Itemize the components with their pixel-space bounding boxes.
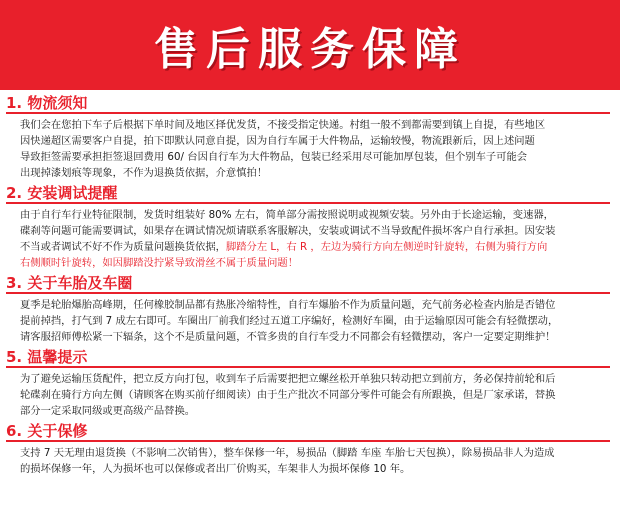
- body-text: 请客服招师傅松紧一下辐条，这个不是质量问题，不管多贵的自行车受力不同都会有轻微摆动，客户一定要定期维护！: [20, 331, 556, 343]
- body-line: [20, 223, 610, 239]
- body-text: 提前掉挡，打气到 7 成左右即可。车圈出厂前我们经过五道工序编好，检测好车圈，由于运输原因可能会有轻微摆动，: [20, 315, 559, 327]
- section-body: [0, 442, 620, 477]
- body-line: [20, 387, 610, 403]
- section-heading: [6, 348, 610, 368]
- section-heading-text: 2. 安装调试提醒: [6, 184, 118, 202]
- body-line: [20, 149, 610, 165]
- section-installation-notice: [0, 184, 620, 271]
- banner-title: 售后服务保障: [154, 24, 466, 75]
- body-text: 导致拒签需要承担拒签退回费用 60/ 台因自行车为大件物品，包装已经采用尽可能加厚包装，但个别车子可能会: [20, 151, 528, 163]
- body-text: 夏季是轮胎爆胎高峰期，任何橡胶制品都有热胀冷缩特性，自行车爆胎不作为质量问题，充气前务必检查内胎是否错位: [20, 299, 556, 311]
- section-heading: [6, 274, 610, 294]
- body-text: 因快递超区需要客户自提，拍下即默认同意自提，因为自行车属于大件物品，运输较慢，物流跟新后，因上述问题: [20, 135, 535, 147]
- body-text: 轮碟刹在骑行方向左侧（请顾客在购买前仔细阅读）由于生产批次不同部分零件可能会有所跟换，但是厂家承诺，替换: [20, 389, 556, 401]
- section-warm-tips: [0, 348, 620, 419]
- section-heading-text: 5. 温馨提示: [6, 348, 88, 366]
- section-logistics-notice: [0, 94, 620, 181]
- body-line: [20, 207, 610, 223]
- section-heading-text: 1. 物流须知: [6, 94, 88, 112]
- highlight-text: 右侧顺时针旋转，如因脚踏没拧紧导致滑丝不属于质量问题！: [20, 257, 299, 269]
- body-line: [20, 461, 610, 477]
- body-text: 出现掉漆划痕等现象，不作为退换货依据，介意慎拍！: [20, 167, 268, 179]
- body-line: [20, 445, 610, 461]
- section-tire-and-rim: [0, 274, 620, 345]
- body-line: [20, 165, 610, 181]
- section-body: [0, 294, 620, 345]
- section-heading-text: 6. 关于保修: [6, 422, 88, 440]
- banner: [0, 0, 620, 90]
- body-line: [20, 403, 610, 419]
- policy-content: [0, 94, 620, 480]
- body-text: 为了避免运输压货配件，把立反方向打包，收到车子后需要把把立螺丝松开单独只转动把立到前方，务必保持前轮和后: [20, 373, 556, 385]
- body-line: [20, 117, 610, 133]
- body-line: [20, 255, 610, 271]
- body-text: 的损坏保修一年，人为损坏也可以保修或者出厂价购买，车架非人为损坏保修 10 年。: [20, 463, 411, 475]
- body-text: 由于自行车行业特征限制，发货时组装好 80% 左右，简单部分需按照说明或视频安装。另外由于长途运输，变速器，: [20, 209, 554, 221]
- highlight-text: 脚踏分左 L，右 R ，左边为骑行方向左侧逆时针旋转，右侧为骑行方向: [225, 241, 548, 253]
- section-body: [0, 204, 620, 271]
- section-heading-text: 3. 关于车胎及车圈: [6, 274, 133, 292]
- body-text: 碟刹等问题可能需要调试，如果存在调试情况烦请联系客服解决，安装或调试不当导致配件损坏客户自行承担。因安装: [20, 225, 556, 237]
- section-heading: [6, 94, 610, 114]
- body-text: 支持 7 天无理由退货换（不影响二次销售），整车保修一年，易损品（脚踏 车座 车胎七天包换），除易损品非人为造成: [20, 447, 555, 459]
- body-line: [20, 133, 610, 149]
- body-line: [20, 239, 610, 255]
- body-text: 不当或者调试不好不作为质量问题换货依据，: [20, 241, 226, 253]
- section-heading: [6, 184, 610, 204]
- body-line: [20, 371, 610, 387]
- body-line: [20, 329, 610, 345]
- body-line: [20, 297, 610, 313]
- section-heading: [6, 422, 610, 442]
- body-text: 我们会在您拍下车子后根据下单时间及地区择优发货，不接受指定快递。村组一般不到都需要到镇上自提，有些地区: [20, 119, 546, 131]
- body-line: [20, 313, 610, 329]
- body-text: 部分一定采取同级或更高级产品替换。: [20, 405, 196, 417]
- section-body: [0, 114, 620, 181]
- section-warranty: [0, 422, 620, 477]
- section-body: [0, 368, 620, 419]
